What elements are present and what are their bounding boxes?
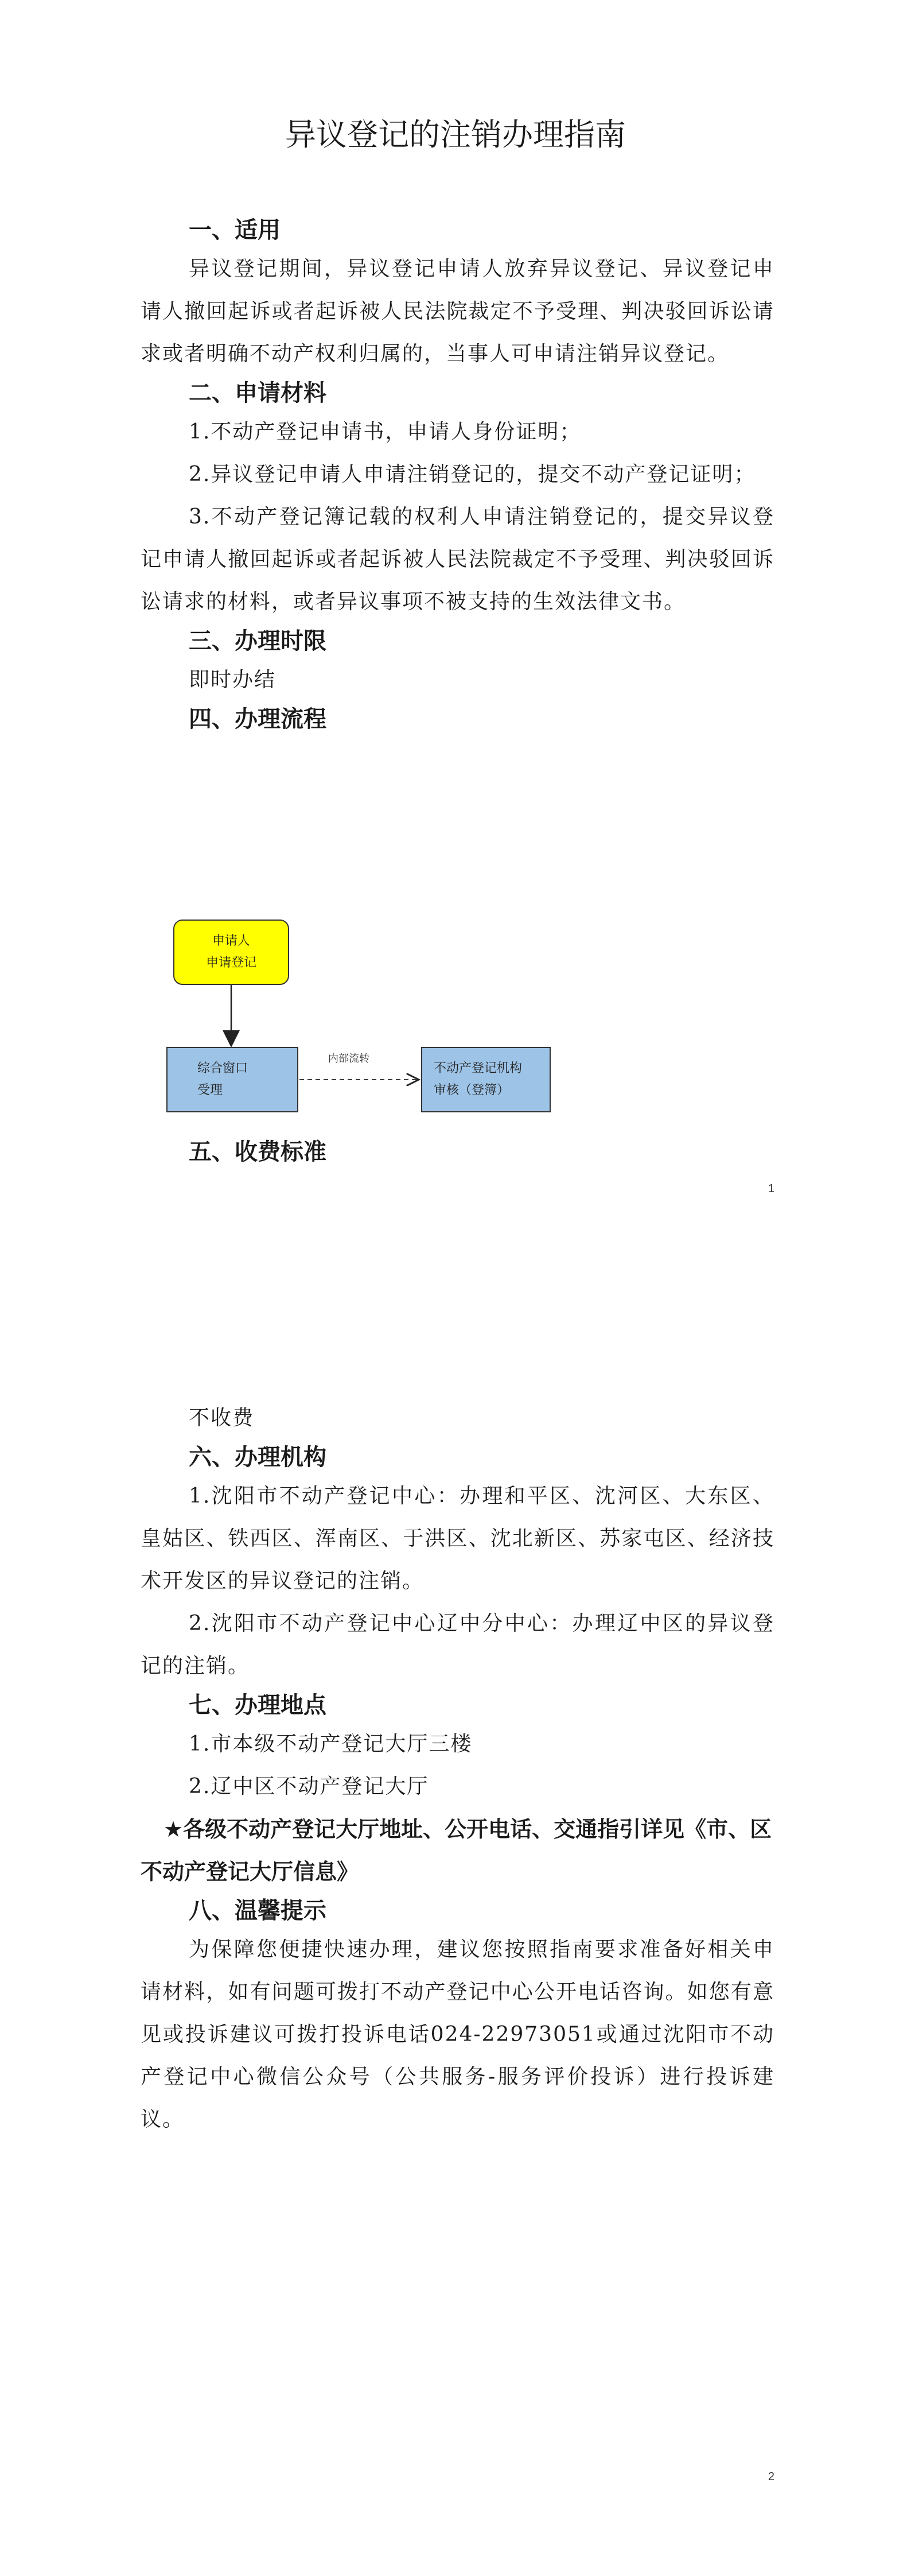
section-heading-institution: 六、办理机构: [189, 1444, 326, 1471]
flow-node-window-line1: 综合窗口: [197, 1061, 248, 1076]
fee-text: 不收费: [189, 1406, 255, 1430]
time-limit-text: 即时办结: [189, 668, 277, 692]
flow-node-apply: [173, 920, 289, 985]
process-flowchart: [166, 913, 556, 1131]
section-heading-location: 七、办理地点: [189, 1692, 326, 1718]
section-heading-fee: 五、收费标准: [189, 1139, 326, 1165]
institution-item-1: 1.沈阳市不动产登记中心：办理和平区、沈河区、大东区、皇姑区、铁西区、浑南区、于洪区、沈北新区、苏家屯区、经济技术开发区的异议登记的注销。: [141, 1484, 774, 1593]
page-2: [0, 1288, 911, 2576]
flow-node-apply-line1: 申请人: [212, 934, 250, 948]
section-heading-applicability: 一、适用: [189, 217, 281, 243]
section-heading-time-limit: 三、办理时限: [189, 628, 326, 654]
applicability-text: 异议登记期间，异议登记申请人放弃异议登记、异议登记申请人撤回起诉或者起诉被人民法院裁定不予受理、判决驳回诉讼请求或者明确不动产权利归属的，当事人可申请注销异议登记。: [141, 257, 774, 366]
page-1-content: [141, 212, 774, 737]
flow-node-window: [166, 1047, 298, 1112]
flow-node-review: [421, 1047, 551, 1112]
flow-node-review-line2: 审核（登簿）: [434, 1083, 510, 1097]
location-item-2: 2.辽中区不动产登记大厅: [189, 1775, 429, 1798]
page-number-1: 1: [768, 1182, 774, 1195]
flow-edge-label: 内部流转: [328, 1053, 369, 1065]
flow-node-window-line2: 受理: [197, 1083, 223, 1097]
page-number-2: 2: [768, 2470, 774, 2483]
section-heading-process: 四、办理流程: [189, 706, 326, 732]
flow-node-apply-line2: 申请登记: [205, 956, 256, 970]
materials-item-1: 1.不动产登记申请书，申请人身份证明；: [189, 420, 582, 444]
page-2-content: [141, 1397, 774, 2141]
location-item-1: 1.市本级不动产登记大厅三楼: [189, 1732, 473, 1756]
document-title: 异议登记的注销办理指南: [285, 117, 626, 153]
location-note: ★各级不动产登记大厅地址、公开电话、交通指引详见《市、区不动产登记大厅信息》: [141, 1817, 772, 1884]
institution-item-2: 2.沈阳市不动产登记中心辽中分中心：办理辽中区的异议登记的注销。: [141, 1612, 774, 1678]
materials-item-3: 3.不动产登记簿记载的权利人申请注销登记的，提交异议登记申请人撤回起诉或者起诉被人民法院裁定不予受理、判决驳回诉讼请求的材料，或者异议事项不被支持的生效法律文书。: [141, 505, 774, 614]
tips-text: 为保障您便捷快速办理，建议您按照指南要求准备好相关申请材料，如有问题可拨打不动产登记中心公开电话咨询。如您有意见或投诉建议可拨打投诉电话024-22973051或通过沈阳市不动产登记中心微信公众号（公共服务-服务评价投诉）进行投诉建议。: [141, 1938, 774, 2131]
flow-node-review-line1: 不动产登记机构: [434, 1061, 523, 1076]
section-heading-tips: 八、温馨提示: [189, 1898, 326, 1924]
section-heading-materials: 二、申请材料: [189, 380, 326, 406]
page-1-fee-heading: [141, 1134, 774, 1170]
materials-item-2: 2.异议登记申请人申请注销登记的，提交不动产登记证明；: [189, 463, 756, 486]
